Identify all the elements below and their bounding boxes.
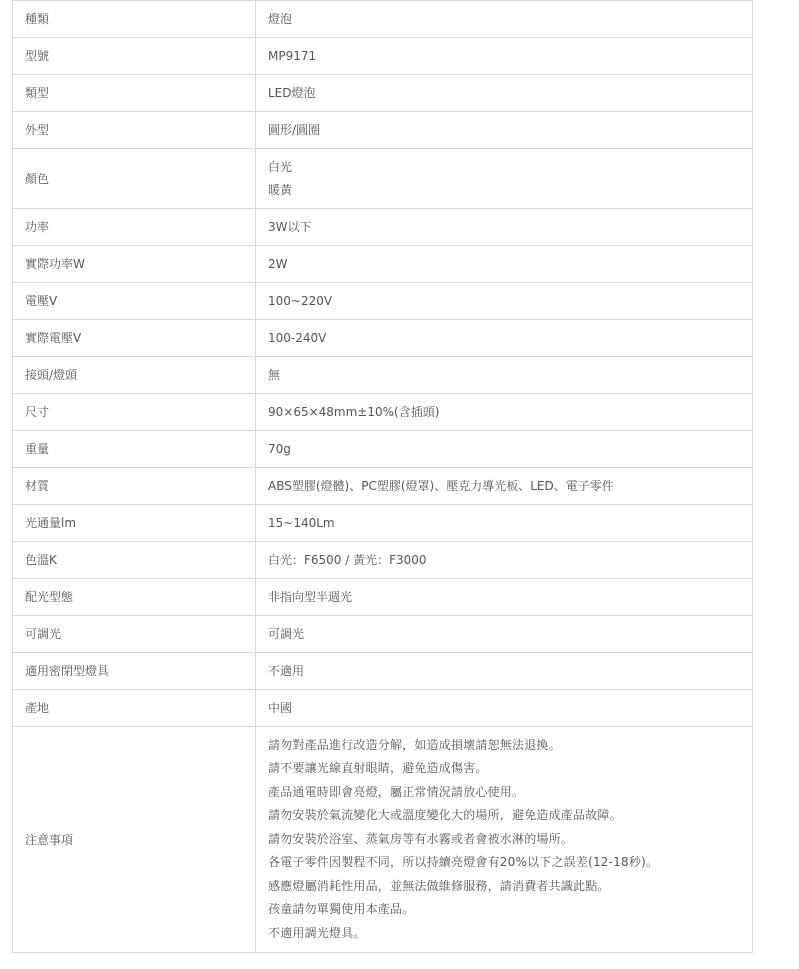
- spec-row-luminous-flux: [13, 505, 753, 542]
- spec-label: 產地: [13, 690, 256, 727]
- spec-row-actual-power: [13, 246, 753, 283]
- note-item: 請不要讓光線直射眼睛，避免造成傷害。: [268, 761, 488, 776]
- spec-label: 接頭/燈頭: [13, 357, 256, 394]
- spec-label: 種類: [13, 1, 256, 38]
- spec-row-enclosed-fixture: [13, 653, 753, 690]
- spec-label: 外型: [13, 112, 256, 149]
- spec-row-color: [13, 149, 753, 209]
- spec-value: 中國: [256, 690, 753, 727]
- note-item: 產品通電時即會亮燈，屬正常情況請放心使用。: [268, 784, 525, 799]
- spec-value: 燈泡: [256, 1, 753, 38]
- notes-list: [256, 727, 753, 953]
- spec-table: [12, 0, 753, 953]
- spec-value-line: 暖黃: [268, 182, 293, 197]
- spec-row-material: [13, 468, 753, 505]
- note-item: 請勿對產品進行改造分解，如造成損壞請恕無法退換。: [268, 737, 561, 752]
- spec-label: 電壓V: [13, 283, 256, 320]
- spec-row-weight: [13, 431, 753, 468]
- spec-value: 100~220V: [256, 283, 753, 320]
- spec-value: 無: [256, 357, 753, 394]
- spec-value: 白光：F6500 / 黃光：F3000: [256, 542, 753, 579]
- spec-row-dimmable: [13, 616, 753, 653]
- spec-value: 70g: [256, 431, 753, 468]
- spec-value: 3W以下: [256, 209, 753, 246]
- spec-row-voltage: [13, 283, 753, 320]
- spec-value: ABS塑膠(燈體)、PC塑膠(燈罩)、壓克力導光板、LED、電子零件: [256, 468, 753, 505]
- spec-label: 配光型態: [13, 579, 256, 616]
- spec-label: 功率: [13, 209, 256, 246]
- spec-value: 非指向型半週光: [256, 579, 753, 616]
- spec-label: 顏色: [13, 149, 256, 209]
- spec-row-power: [13, 209, 753, 246]
- spec-row-model: [13, 38, 753, 75]
- spec-value: 15~140Lm: [256, 505, 753, 542]
- spec-row-size: [13, 394, 753, 431]
- spec-row-actual-voltage: [13, 320, 753, 357]
- spec-label: 類型: [13, 75, 256, 112]
- note-item: 請勿安裝於浴室、蒸氣房等有水霧或者會被水淋的場所。: [268, 831, 574, 846]
- spec-label: 實際功率W: [13, 246, 256, 283]
- spec-row-notes: [13, 727, 753, 953]
- note-item: 各電子零件因製程不同，所以持續亮燈會有20%以下之誤差(12-18秒)。: [268, 855, 659, 870]
- note-item: 不適用調光燈具。: [268, 925, 366, 940]
- spec-value: 90×65×48mm±10%(含插頭): [256, 394, 753, 431]
- spec-row-light-distribution: [13, 579, 753, 616]
- spec-row-shape: [13, 112, 753, 149]
- spec-label: 注意事項: [13, 727, 256, 953]
- spec-row-type: [13, 1, 753, 38]
- spec-value: MP9171: [256, 38, 753, 75]
- spec-value: 圓形/圓圈: [256, 112, 753, 149]
- spec-value: 不適用: [256, 653, 753, 690]
- spec-row-color-temp: [13, 542, 753, 579]
- spec-label: 實際電壓V: [13, 320, 256, 357]
- spec-row-connector: [13, 357, 753, 394]
- note-item: 孩童請勿單獨使用本產品。: [268, 902, 415, 917]
- note-item: 請勿安裝於氣流變化大或溫度變化大的場所，避免造成產品故障。: [268, 808, 622, 823]
- spec-label: 適用密閉型燈具: [13, 653, 256, 690]
- spec-label: 重量: [13, 431, 256, 468]
- spec-value-list: [256, 149, 753, 209]
- spec-value-line: 白光: [268, 159, 293, 174]
- spec-label: 型號: [13, 38, 256, 75]
- spec-row-origin: [13, 690, 753, 727]
- spec-value: 2W: [256, 246, 753, 283]
- spec-label: 材質: [13, 468, 256, 505]
- spec-value: 可調光: [256, 616, 753, 653]
- spec-row-category: [13, 75, 753, 112]
- spec-value: 100-240V: [256, 320, 753, 357]
- spec-label: 可調光: [13, 616, 256, 653]
- spec-label: 色溫K: [13, 542, 256, 579]
- spec-label: 光通量lm: [13, 505, 256, 542]
- spec-label: 尺寸: [13, 394, 256, 431]
- note-item: 感應燈屬消耗性用品，並無法做維修服務，請消費者共識此點。: [268, 878, 610, 893]
- spec-value: LED燈泡: [256, 75, 753, 112]
